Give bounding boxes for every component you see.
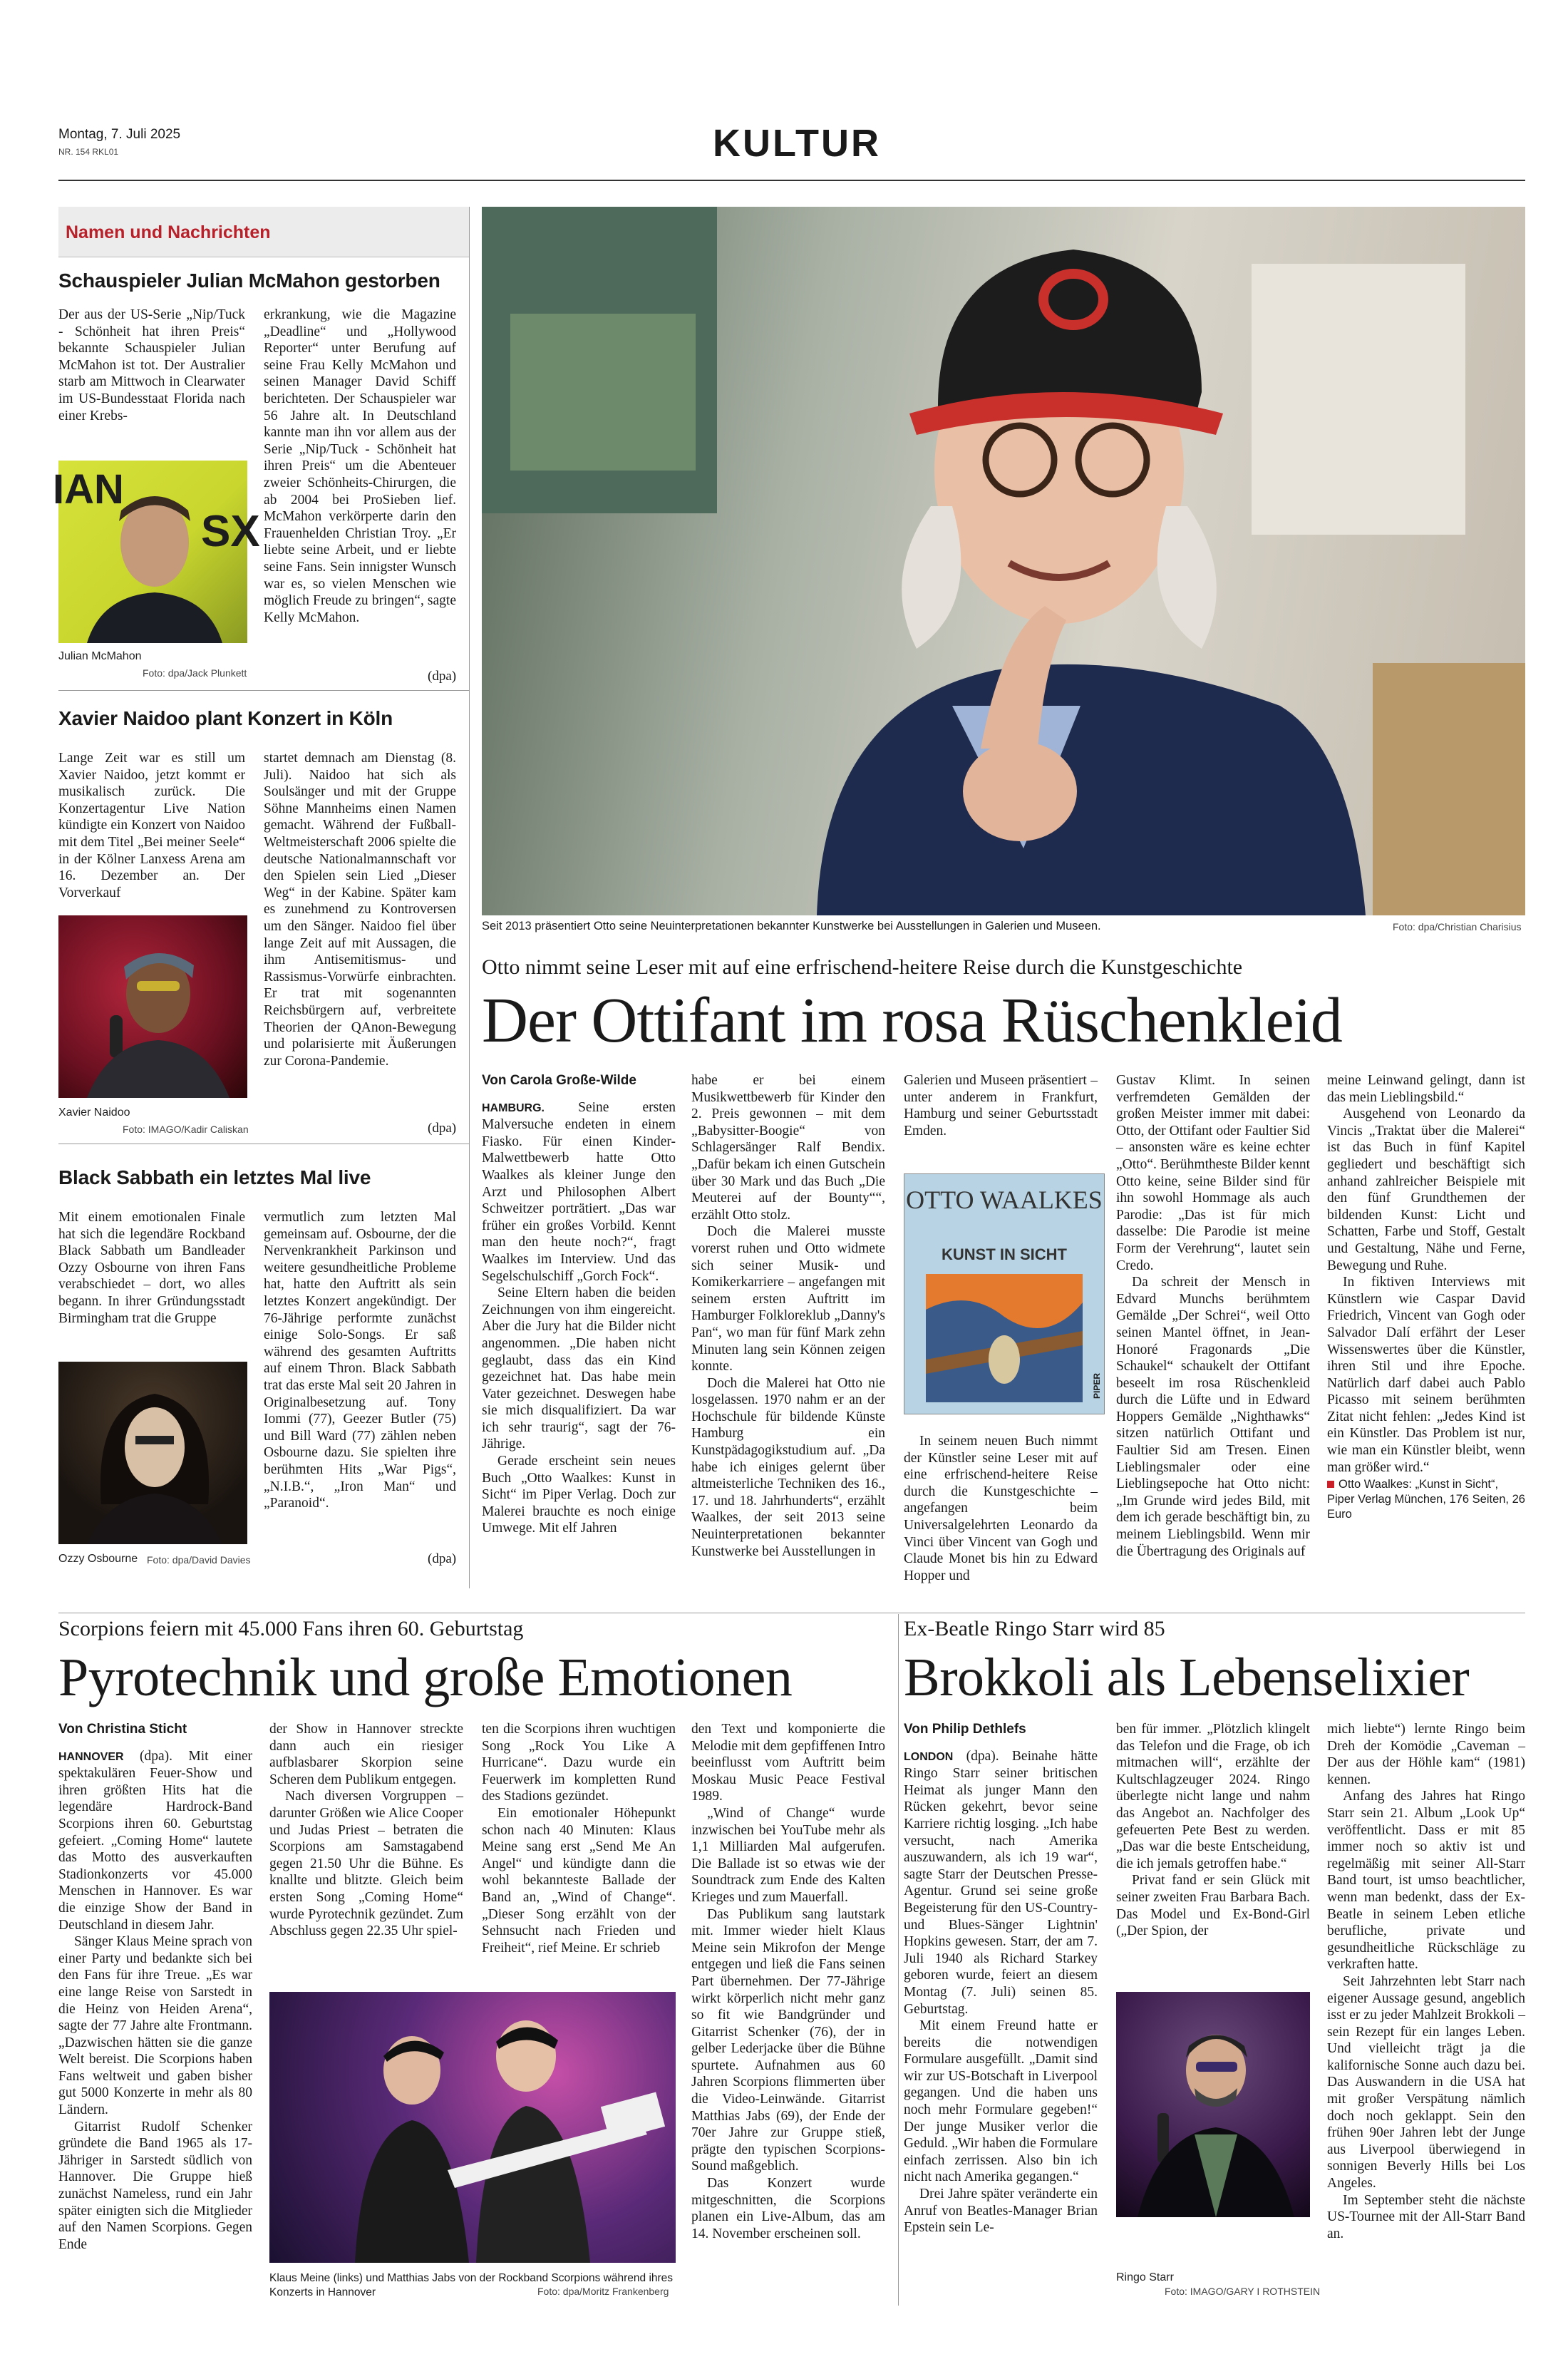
book-cover-subtitle: KUNST IN SICHT — [942, 1245, 1067, 1263]
portrait-icon — [1116, 1992, 1310, 2217]
naidoo-credit: Foto: IMAGO/Kadir Caliskan — [123, 1124, 249, 1135]
ringo-credit: Foto: IMAGO/GARY I ROTHSTEIN — [1165, 2286, 1321, 2297]
scorpions-col3: ten die Scorpions ihren wuchtigen Song „Rock You Like A Hurricane“. Dazu wurde ein Feuerwerk im kompletten Rund des Stadions gezündet. Ein emotionaler Höhepunkt schon nach 40 Minuten: Klaus Meine sang erst „Send Me An Angel“ und kündigte dann die wohl bekannteste Ballade der Band an, „Wind of Change“. „Dieser Song erzählt von der Sehnsucht nach Frieden und Freiheit“, rief Meine. Er schrieb — [482, 1722, 676, 1956]
scorpions-credit: Foto: dpa/Moritz Frankenberg — [537, 2286, 669, 2297]
ringo-col3: mich liebte“) lernte Ringo beim Dreh der Komödie „Caveman – Der aus der Höhle kam“ (1981) kennen. Anfang des Jahres hat Ringo Starr sein 21. Album „Look Up“ veröffentlicht. Dass er mit 85 immer noch so aktiv ist und regelmäßig mit seiner All-Starr Band tourt, ist umso beachtlicher, wenn man bedenkt, dass der Ex-Beatle in seinem Leben etliche berufliche, private und gesundheitliche Rückschläge zu verkraften hatte. Seit Jahrzehnten lebt Starr nach eigener Aussage gesund, angeblich isst er zu jeder Mahlzeit Brokkoli – sein Rezept für ein langes Leben. Und vielleicht trägt ja die kalifornische Sonne auch dazu bei. Das Auswandern in die USA hat mit großer Verspätung nämlich doch noch geklappt. Sein den frühen 90er Jahren lebt der Junge aus Liverpool überwiegend in sonnigen Beverly Hills bei Los Angeles. Im September steht die nächste US-Tournee mit der All-Starr Band an. — [1327, 1722, 1525, 2241]
ozzy-caption: Ozzy Osbourne — [58, 1553, 138, 1565]
otto-col2: habe er bei einem Musikwettbewerb für Kinder den 2. Preis gewonnen – mit dem „Babysitter-Boogie“ von Schlagersänger Ralf Bendix. „Dafür bekam ich einen Gutschein über 30 Mark und das Buch „Die Meuterei auf der Bounty““, erzählt Otto stolz. Doch die Malerei musste vorerst ruhen und Otto widmete sich seiner Musik- und Komikerkarriere – angefangen mit seinem ersten Auftritt im Hamburger Folkloreklub „Danny's Pan“, wo man für fünf Mark zehn Minuten lang sein Können zeigen konnte. Doch die Malerei hat Otto nie losgelassen. 1970 nahm er an der Hochschule für bildende Künste Hamburg ein Kunstpädagogikstudium auf. „Da habe ich einiges gelernt über altmeisterliche Techniken des 16., 17. und 18. Jahrhunderts“, erzählt Waalkes, der seit 2013 seine Neuinterpretationen bekannter Kunstwerke bei Ausstellungen in — [691, 1073, 885, 1559]
portrait-icon — [58, 1362, 247, 1544]
book-note-bullet — [1327, 1481, 1334, 1488]
otto-photo-credit: Foto: dpa/Christian Charisius — [1393, 921, 1522, 932]
mcmahon-col2: erkrankung, wie die Magazine „Deadline“ und „Hollywood Reporter“ unter Berufung auf seine Frau Kelly McMahon und seinen Manager David Schiff berichteten. Der Schauspieler war 56 Jahre alt. In Deutschland kannte man ihn vor allem aus der Serie „Nip/Tuck - Schönheit hat ihren Preis“ um die Abenteuer zweier Schönheits-Chirurgen, die ab 2004 bei ProSieben lief. McMahon verkörperte darin den Frauenhelden Christian Troy. „Er liebte seine Arbeit, und er liebte seine Fans. Sein innigster Wunsch war es, so vielen Menschen wie möglich Freude zu bringen“, sagte Kelly McMahon. — [264, 307, 456, 625]
book-publisher: PIPER — [1092, 1372, 1103, 1399]
issue-date: Montag, 7. Juli 2025 — [58, 127, 181, 142]
ringo-col2: ben für immer. „Plötzlich klingelt das Telefon und die Frage, ob ich mitmachen will“, erzählte der Kultschlagzeuger 2024. Ringo überlegte nicht lange und nahm das Angebot an. Nachfolger des gefeuerten Pete Best zu werden. „Das war die beste Entscheidung, die ich jemals getroffen habe.“ Privat fand er sein Glück mit seiner zweiten Frau Barbara Bach. Das Model und Ex-Bond-Girl („Der Spion, der — [1116, 1722, 1310, 1939]
scorpions-caption: Klaus Meine (links) und Matthias Jabs von der Rockband Scorpions während ihres Konzerts in Hannover — [269, 2272, 674, 2298]
scream-painting-icon — [926, 1274, 1083, 1402]
sabbath-headline: Black Sabbath ein letztes Mal live — [58, 1166, 371, 1188]
otto-portrait-icon — [482, 207, 1525, 915]
portrait-icon — [53, 461, 260, 643]
otto-col3: Galerien und Museen präsentiert – unter anderem in Frankfurt, Hamburg und seiner Geburtsstadt Emden. — [904, 1073, 1098, 1139]
naidoo-photo — [58, 915, 247, 1098]
sabbath-agency: (dpa) — [428, 1551, 457, 1566]
svg-text:SX: SX — [201, 507, 260, 556]
otto-photo-caption: Seit 2013 präsentiert Otto seine Neuinterpretationen bekannter Kunstwerke bei Ausstellungen in Galerien und Museen. — [482, 920, 1101, 932]
article-divider — [898, 1614, 899, 2306]
section-title: KULTUR — [713, 122, 881, 165]
scorpions-col2: der Show in Hannover streckte dann auch ein riesiger aufblasbarer Skorpion seine Scheren dem Publikum entgegen. Nach diversen Vorgruppen – darunter Größen wie Alice Cooper und Judas Priest – betraten die Scorpions am Samstagabend gegen 21.50 Uhr die Bühne. Es knallte und blitzte. Gleich beim ersten Song „Coming Home“ wurde Pyrotechnik gezündet. Zum Abschluss gegen 22.35 Uhr spiel- — [269, 1722, 463, 1939]
scorpions-col1: Von Christina Sticht HANNOVER (dpa). Mit einer spektakulären Feuer-Show und ihren größten Hits hat die legendäre Hardrock-Band Scorpions ihren 60. Geburtstag gefeiert. „Coming Home“ lautete das Motto des ausverkauften Stadionkonzerts vor 45.000 Menschen in Hannover. Es war die einzige Show der Band in Deutschland in diesem Jahr. Sänger Klaus Meine sprach von einer Party und bedankte sich bei den Fans für ihre Treue. „Es war eine lange Reise von Sarstedt in die Heinz von Heiden Arena“, sagte der 77 Jahre alte Frontmann. „Dazwischen hätten sie die ganze Welt bereist. Die Scorpions haben Fans weltweit und gaben bisher gut 5000 Konzerte in mehr als 80 Ländern. Gitarrist Rudolf Schenker gründete die Band 1965 als 17-Jähriger in Sarstedt südlich von Hannover. Die Gruppe hieß zunächst Nameless, rund ein Jahr später einigten sich die Mitglieder auf den Namen Scorpions. Gegen Ende — [58, 1722, 252, 2252]
ringo-photo — [1116, 1992, 1310, 2217]
mcmahon-col1: Der aus der US-Serie „Nip/Tuck - Schönheit hat ihren Preis“ bekannte Schauspieler Julian McMahon ist tot. Der Australier starb am Mittwoch in Clearwater im US-Bundesstaat Florida nach einer Krebs- — [58, 307, 245, 423]
naidoo-agency: (dpa) — [428, 1121, 457, 1136]
sabbath-col2: vermutlich zum letzten Mal gemeinsam auf. Osbourne, der die Nervenkrankheit Parkinson und weitere gesundheitliche Probleme hat, hatte den Auftritt als sein letztes Konzert angekündigt. Der 76-Jährige performte zunächst einige Solo-Songs. Er saß während des gesamten Auftritts auf einem Thron. Black Sabbath trat das erste Mal seit 20 Jahren in Originalbesetzung auf. Tony Iommi (77), Geezer Butler (75) und Bill Ward (77) zählen neben Osbourne dazu. Sie spielten ihre berühmten Hits „War Pigs“, „N.I.B.“, „Iron Man“ und „Paranoid“. — [264, 1210, 456, 1511]
concert-icon — [269, 1992, 676, 2263]
scorpions-headline: Pyrotechnik und große Emotionen — [58, 1648, 793, 1707]
svg-text:IAN: IAN — [53, 466, 124, 513]
otto-col3b: In seinem neuen Buch nimmt der Künstler seine Leser mit auf eine erfrischend-heitere Reise durch die Kunstgeschichte – angefangen beim Universalgelehrten Leonardo da Vinci über Vincent van Gogh und Claude Monet bis hin zu Edward Hopper und — [904, 1434, 1098, 1583]
sidebar-divider-1 — [58, 690, 469, 691]
naidoo-col1: Lange Zeit war es still um Xavier Naidoo, jetzt kommt er musikalisch zurück. Die Konzertagentur Live Nation kündigte ein Konzert von Naidoo mit dem Titel „Bei meiner Seele“ in der Kölner Lanxess Arena am 16. Dezember an. Der Vorverkauf — [58, 751, 245, 900]
ringo-headline: Brokkoli als Lebenselixier — [904, 1648, 1470, 1707]
naidoo-headline: Xavier Naidoo plant Konzert in Köln — [58, 707, 393, 729]
ozzy-credit: Foto: dpa/David Davies — [147, 1554, 251, 1566]
mcmahon-credit: Foto: dpa/Jack Plunkett — [143, 667, 247, 679]
ringo-col1: Von Philip Dethlefs LONDON (dpa). Beinahe hätte Ringo Starr seiner britischen Heimat als junger Mann den Rücken gekehrt, bevor seine Karriere richtig losging. „Ich habe versucht, nach Amerika auszuwandern, als ich 19 war“, sagte Starr der Deutschen Presse-Agentur. Grund sei seine große Begeisterung für den US-Country- und Blues-Sänger Lightnin' Hopkins gewesen. Starr, der am 7. Juli 1940 als Richard Starkey geboren wurde, feiert an diesem Montag (7. Juli) seinen 85. Geburtstag. Mit einem Freund hatte er bereits die notwendigen Formulare ausgefüllt. „Damit sind wir zur US-Botschaft in Liverpool gegangen. Und die haben uns noch mehr Formulare gegeben!“ Der junge Musiker verlor die Geduld. „Wir haben die Formulare einfach zerrissen. Also bin ich nicht nach Amerika gegangen.“ Drei Jahre später veränderte ein Anruf von Beatles-Manager Brian Epstein sein Le- — [904, 1722, 1098, 2236]
mcmahon-caption: Julian McMahon — [58, 650, 142, 662]
book-note: Otto Waalkes: „Kunst in Sicht“, Piper Verlag München, 176 Seiten, 26 Euro — [1327, 1478, 1525, 1521]
sabbath-col1: Mit einem emotionalen Finale hat sich die legendäre Rockband Black Sabbath um Bandleader Ozzy Osbourne von ihren Fans verabschiedet – dort, wo alles begann. In ihrer Gründungsstadt Birmingham trat die Gruppe — [58, 1210, 245, 1326]
portrait-icon — [58, 915, 247, 1098]
ringo-kicker: Ex-Beatle Ringo Starr wird 85 — [904, 1617, 1165, 1640]
otto-col5: meine Leinwand gelingt, dann ist das mein Lieblingsbild.“ Ausgehend von Leonardo da Vincis „Traktat über die Malerei“ ist das Buch in fünf Kapitel gegliedert und beschäftigt sich anhand zahlreicher Beispiele mit den fünf Grundthemen der bildenden Kunst: Licht und Schatten, Farbe und Stoff, Gestalt und Gestaltung, Nähe und Ferne, Bewegung und Ruhe. In fiktiven Interviews mit Künstlern wie Caspar David Friedrich, Vincent van Gogh oder Salvador Dalí erfährt der Leser Wissenswertes über die Künstler, ihren Stil und ihre Epoche. Natürlich darf dabei auch Pablo Picasso mit seinem berühmten Zitat nicht fehlen: „Jedes Kind ist ein Künstler. Das Problem ist nur, wie man ein Künstler bleibt, wenn man größer wird.“ Otto Waalkes: „Kunst in Sicht“, Piper Verlag München, 176 Seiten, 26 Euro — [1327, 1073, 1525, 1521]
otto-col1: Von Carola Große-Wilde HAMBURG. Seine ersten Malversuche endeten in einem Fiasko. Für einen Kinder-Malwettbewerb hatte Otto Waalkes als kleiner Junge den Arzt und Philosophen Albert Schweitzer porträtiert. „Das war früher ein großes Vorbild. Kennt man den heute noch?“, fragt Waalkes im Interview. Und das Segelschulschiff „Gorch Fock“. Seine Eltern haben die beiden Zeichnungen von ihm eingereicht. Aber die Jury hat die Bilder nicht angenommen. „Die haben nicht geglaubt, dass das ein Kind gezeichnet hat. Das habe mein Vater gezeichnet. Deswegen habe sie mich disqualifiziert. Da war ich sehr traurig“, sagt der 76-Jährige. Gerade erscheint sein neues Buch „Otto Waalkes: Kunst in Sicht“ im Piper Verlag. Doch zur Malerei brauchte es noch einige Umwege. Mit elf Jahren — [482, 1073, 676, 1536]
otto-headline: Der Ottifant im rosa Rüschenkleid — [482, 985, 1342, 1056]
scorpions-photo — [269, 1992, 676, 2263]
scorpions-kicker: Scorpions feiern mit 45.000 Fans ihren 60. Geburtstag — [58, 1617, 524, 1640]
book-cover — [904, 1173, 1105, 1414]
mcmahon-agency: (dpa) — [428, 669, 457, 684]
issue-number: NR. 154 RKL01 — [58, 147, 119, 157]
book-cover-title: OTTO WAALKES — [906, 1186, 1103, 1214]
masthead-rule — [58, 180, 1525, 181]
ozzy-photo — [58, 1362, 247, 1544]
mcmahon-photo — [53, 461, 260, 643]
otto-col4: Gustav Klimt. In seinen verfremdeten Gemälden der großen Meister immer mit dabei: Otto, der Ottifant oder Faultier Sid – ansonsten wäre es keine echter „Otto“. Berühmtheste Bilder kennt Otto keine, seine Bilder sind für ihn sowohl Hommage als auch Parodie: „Das ist für mich dasselbe: Die Parodie ist meine Form der Verehrung“, lautet sein Credo. Da schreit der Mensch in Edvard Munchs berühmtem Gemälde „Der Schrei“, weil Otto seinen Mantel öffnet, in Jean-Honoré Fragonards „Die Schaukel“ schaukelt der Ottifant beseelt im rosa Rüschenkleid durch die Lüfte und in Edward Hoppers Gemälde „Nighthawks“ sitzen natürlich Ottifant und Faultier Sid am Tresen. Einen Lieblingsmaler oder eine Lieblingsepoche hat Otto nicht: „Im Grunde wird jedes Bild, mit dem ich gerade beschäftigt bin, zu meinem Lieblingsbild. Wenn mir die Übertragung des Originals auf — [1116, 1073, 1310, 1559]
otto-photo — [482, 207, 1525, 915]
sidebar-title: Namen und Nachrichten — [58, 207, 469, 257]
otto-kicker: Otto nimmt seine Leser mit auf eine erfrischend-heitere Reise durch die Kunstgeschichte — [482, 955, 1243, 979]
naidoo-col2: startet demnach am Dienstag (8. Juli). Naidoo hat sich als Soulsänger und mit der Gruppe Söhne Mannheims einen Namen gemacht. Während der Fußball-Weltmeisterschaft 2006 spielte die deutsche Nationalmannschaft vor den Spielen sein Lied „Dieser Weg“ in der Kabine. Später kam es zunehmend zu Kontroversen um den Sänger. Naidoo fiel über lange Zeit auf mit Aussagen, die ihm Antisemitismus- und Rassismus-Vorwürfe einbrachten. Er trat mit sogenannten Reichsbürgern auf, verbreitete Theorien der QAnon-Bewegung und polarisierte mit Äußerungen zur Corona-Pandemie. — [264, 751, 456, 1069]
mcmahon-headline: Schauspieler Julian McMahon gestorben — [58, 269, 440, 292]
scorpions-col4: den Text und komponierte die Melodie mit dem gepfiffenen Intro beeinflusst vom Auftritt beim Moskau Music Peace Festival 1989. „Wind of Change“ wurde inzwischen bei YouTube mehr als 1,1 Milliarden Mal aufgerufen. Die Ballade ist so etwas wie der Soundtrack zum Ende des Kalten Krieges und zum Mauerfall. Das Publikum sang lautstark mit. Immer wieder hielt Klaus Meine sein Mikrofon der Menge entgegen und ließ die Fans seinen Part übernehmen. Der 77-Jährige wirkt körperlich nicht mehr ganz so fit wie Bandgründer und Gitarrist Schenker (76), der in gelber Lederjacke über die Bühne spurtete. Aufnahmen aus 60 Jahren Scorpions flimmerten über die Video-Leinwände. Gitarrist Matthias Jabs (69), der Ende der 70er Jahre zur Gruppe stieß, prägte den typischen Scorpions-Sound maßgeblich. Das Konzert wurde mitgeschnitten, die Scorpions planen ein Live-Album, das am 14. November erscheinen soll. — [691, 1722, 885, 2241]
naidoo-caption: Xavier Naidoo — [58, 1106, 130, 1119]
ringo-caption: Ringo Starr — [1116, 2271, 1174, 2283]
